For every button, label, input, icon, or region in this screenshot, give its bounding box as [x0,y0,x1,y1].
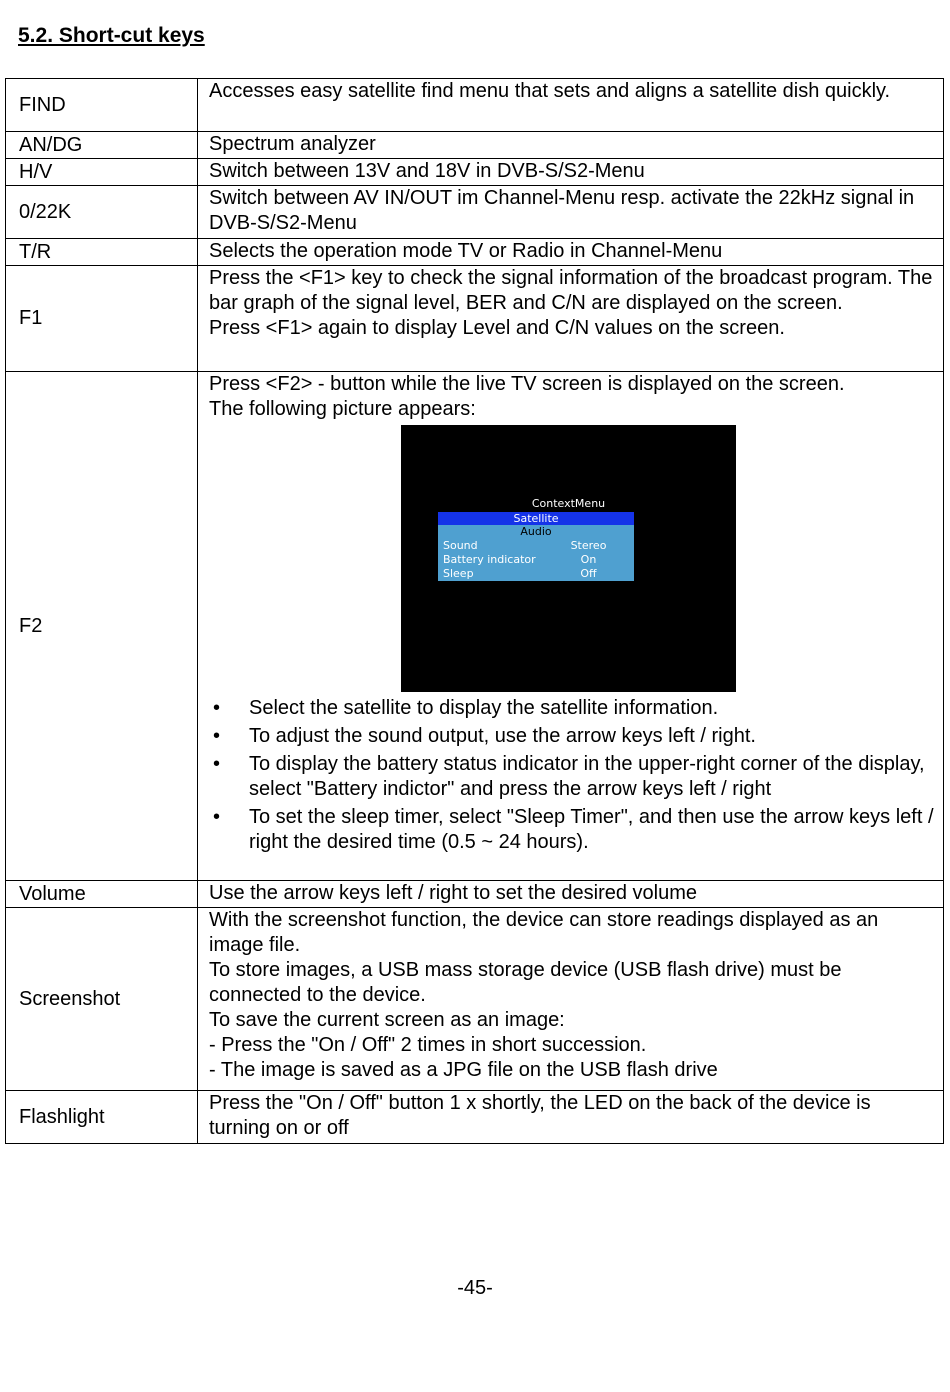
table-row [6,186,944,239]
desc-text: Selects the operation mode TV or Radio in Channel-Menu [209,240,723,262]
key-cell: F1 [6,266,198,372]
key-cell: FIND [6,79,198,132]
menu-row-value: Off [580,567,597,580]
key-cell: AN/DG [6,132,198,159]
desc-text: - The image is saved as a JPG file on the USB flash drive [209,1059,718,1081]
table-row [6,79,944,132]
desc-text: The following picture appears: [209,398,476,420]
menu-row-label: Sound [443,539,478,552]
desc-cell [198,908,944,1091]
desc-text: Switch between 13V and 18V in DVB-S/S2-Menu [209,160,645,182]
menu-row-label: Battery indicator [443,553,536,566]
desc-text: With the screenshot function, the device can store readings displayed as an image file. [209,909,879,956]
context-menu-screenshot [401,425,736,692]
desc-cell [198,1091,944,1144]
desc-cell [198,186,944,239]
desc-text: To save the current screen as an image: [209,1009,565,1031]
desc-text: Use the arrow keys left / right to set the desired volume [209,882,697,904]
desc-text: Press the "On / Off" button 1 x shortly, the LED on the back of the device is turning on or off [209,1092,871,1139]
table-row [6,372,944,881]
key-cell: T/R [6,239,198,266]
desc-cell [198,132,944,159]
desc-text: Switch between AV IN/OUT im Channel-Menu resp. activate the 22kHz signal in DVB-S/S2-Menu [209,187,915,234]
key-cell: Screenshot [6,908,198,1091]
menu-row [438,539,634,553]
desc-text: Press <F1> again to display Level and C/N values on the screen. [209,317,785,339]
key-cell: Flashlight [6,1091,198,1144]
desc-cell [198,266,944,372]
shortcut-keys-table [5,78,944,1144]
menu-row-value: On [580,553,597,566]
menu-row [438,553,634,567]
bullet-list [209,696,937,855]
desc-cell [198,372,944,881]
menu-submenu-label: Audio [520,525,552,538]
list-item: • To adjust the sound output, use the arrow keys left / right. [209,724,937,749]
table-row [6,1091,944,1144]
desc-text: Press <F2> - button while the live TV screen is displayed on the screen. [209,373,845,395]
list-item: • Select the satellite to display the satellite information. [209,696,937,721]
desc-text: Press the <F1> key to check the signal information of the broadcast program. The bar graph of the signal level, BER and C/N are displayed on the screen. [209,267,933,314]
screenshot-area [209,422,937,694]
key-cell: H/V [6,159,198,186]
menu-row-label: Sleep [443,567,474,580]
table-row [6,266,944,372]
key-cell: 0/22K [6,186,198,239]
page-number: -45- [457,1277,493,1299]
table-row [6,239,944,266]
menu-row-value: Stereo [570,539,607,552]
desc-text: - Press the "On / Off" 2 times in short succession. [209,1034,647,1056]
desc-cell [198,79,944,132]
desc-text: To store images, a USB mass storage device (USB flash drive) must be connected to the device. [209,959,842,1006]
context-menu-title: ContextMenu [531,497,606,510]
table-row [6,132,944,159]
desc-cell [198,159,944,186]
context-menu-panel [438,512,634,581]
list-item: • To set the sleep timer, select "Sleep Timer", and then use the arrow keys left / right the desired time (0.5 ~ 24 hours). [209,805,937,855]
desc-cell [198,239,944,266]
section-heading: 5.2. Short-cut keys [18,24,205,47]
table-row [6,908,944,1091]
key-cell: F2 [6,372,198,881]
key-cell: Volume [6,881,198,908]
list-item: • To display the battery status indicator in the upper-right corner of the display, select "Battery indictor" and press the arrow keys left / right [209,752,937,802]
desc-cell [198,881,944,908]
desc-text: Spectrum analyzer [209,133,376,155]
menu-row [438,567,634,581]
table-row [6,881,944,908]
table-row [6,159,944,186]
menu-selected-item: Satellite [438,512,634,525]
desc-text: Accesses easy satellite find menu that sets and aligns a satellite dish quickly. [209,80,891,102]
